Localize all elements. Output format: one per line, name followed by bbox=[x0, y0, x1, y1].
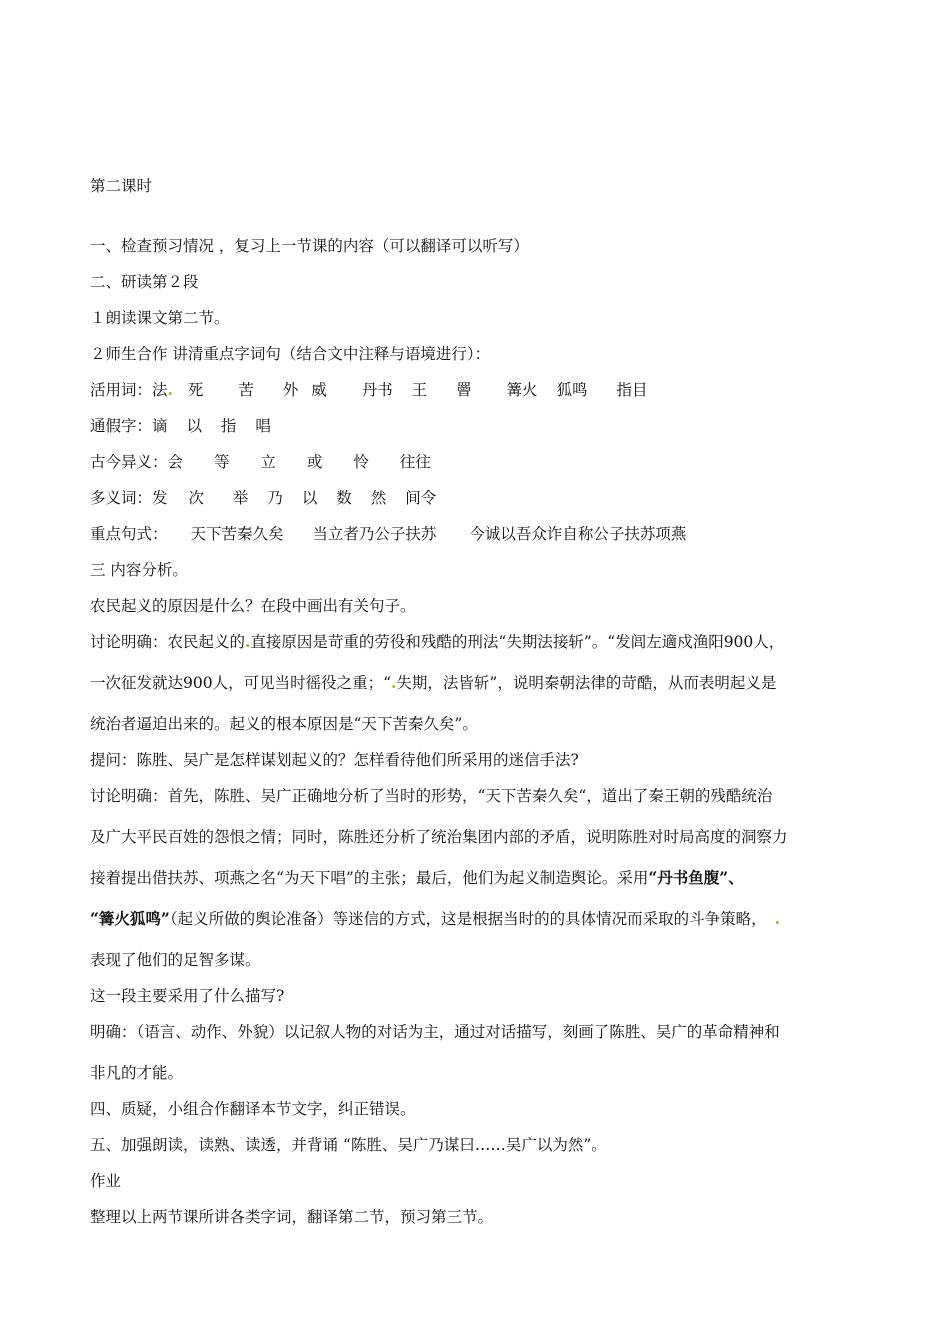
section-two: 二、研读第２段 bbox=[90, 273, 199, 291]
answer-three-line: 非凡的才能。 bbox=[90, 1064, 184, 1082]
answer-one-line bbox=[90, 673, 776, 693]
answer-one-text: 直接原因是苛重的劳役和残酷的刑法“失期法接斩”。“发闾左適戍渔阳900人， bbox=[250, 633, 785, 651]
duoyi-word: 举 bbox=[232, 489, 249, 507]
bold-phrase: “丹书鱼腹”、 bbox=[648, 868, 744, 887]
huoyong-word: 外 bbox=[282, 381, 299, 399]
huoyong-word: 指目 bbox=[616, 381, 648, 399]
bold-phrase: “篝火狐鸣” bbox=[90, 909, 170, 928]
question-three: 这一段主要采用了什么描写? bbox=[90, 987, 285, 1005]
duoyi-word: 次 bbox=[188, 489, 204, 507]
huoyong-word: 死 bbox=[187, 381, 204, 399]
huoyong-word: 罾 bbox=[456, 381, 472, 399]
huoyong-row bbox=[90, 380, 647, 400]
duoyi-word: 发 bbox=[152, 489, 168, 507]
answer-two-line: 讨论明确：首先，陈胜、吴广正确地分析了当时的形势，“天下苦秦久矣“，道出了秦王朝的残酷统治 bbox=[90, 787, 773, 805]
answer-one-text: 失期，法皆斩”，说明秦朝法律的苛酷，从而表明起义是 bbox=[396, 674, 777, 692]
highlight-dot: . bbox=[245, 632, 251, 651]
section-three: 三 内容分析。 bbox=[90, 561, 188, 579]
key-sentence: 天下苦秦久矣 bbox=[190, 525, 284, 543]
tongjia-word: 谪 bbox=[152, 417, 168, 435]
gujin-word: 或 bbox=[306, 453, 323, 471]
step-one: １朗读课文第二节。 bbox=[90, 309, 230, 327]
key-sentence: 今诚以吾众诈自称公子扶苏项燕 bbox=[469, 525, 687, 543]
duoyi-row bbox=[90, 488, 436, 508]
answer-two-line bbox=[90, 868, 744, 888]
huoyong-word: 苦 bbox=[238, 381, 254, 399]
answer-one-line: 统治者逼迫出来的。起义的根本原因是“天下苦秦久矣”。 bbox=[90, 715, 478, 733]
tongjia-label: 通假字： bbox=[90, 417, 153, 435]
tongjia-word: 指 bbox=[220, 417, 237, 435]
duoyi-word: 然 bbox=[370, 489, 387, 507]
answer-two-line: 及广大平民百姓的怨恨之情；同时，陈胜还分析了统治集团内部的矛盾，说明陈胜对时局高度的洞察力 bbox=[90, 828, 788, 846]
answer-one-text: 讨论明确：农民起义的 bbox=[90, 633, 246, 651]
lesson-title: 第二课时 bbox=[90, 177, 153, 195]
answer-one-line bbox=[90, 632, 784, 652]
gujin-word: 会 bbox=[167, 453, 184, 471]
question-two: 提问：陈胜、吴广是怎样谋划起义的？怎样看待他们所采用的迷信手法? bbox=[90, 751, 579, 769]
answer-two-line bbox=[90, 909, 780, 929]
huoyong-word: 篝火 bbox=[506, 381, 538, 399]
highlight-dot: . bbox=[774, 909, 781, 928]
step-two: ２师生合作 讲清重点字词句（结合文中注释与语境进行）： bbox=[90, 345, 491, 363]
tongjia-word: 以 bbox=[186, 417, 202, 435]
question-one: 农民起义的原因是什么？在段中画出有关句子。 bbox=[90, 597, 416, 615]
answer-two-line: 表现了他们的足智多谋。 bbox=[90, 951, 261, 969]
duoyi-word: 数 bbox=[336, 489, 352, 507]
huoyong-label: 活用词： bbox=[90, 381, 153, 399]
section-one: 一、检查预习情况 ，复习上一节课的内容（可以翻译可以听写） bbox=[90, 237, 529, 255]
highlight-dot: . bbox=[391, 673, 397, 692]
gujin-word: 立 bbox=[260, 453, 276, 471]
gujin-word: 往往 bbox=[399, 453, 431, 471]
section-five: 五、加强朗读，读熟、读透，并背诵 “陈胜、吴广乃谋曰……吴广以为然”。 bbox=[90, 1136, 607, 1154]
zhongdian-row bbox=[90, 524, 686, 544]
gujin-label: 古今异义： bbox=[90, 453, 168, 471]
homework-text: 整理以上两节课所讲各类字词，翻译第二节，预习第三节。 bbox=[90, 1208, 494, 1226]
gujin-word: 等 bbox=[213, 453, 230, 471]
answer-three-line: 明确：（语言、动作、外貌）以记叙人物的对话为主，通过对话描写，刻画了陈胜、吴广的革命精神和 bbox=[90, 1023, 780, 1041]
highlight-dot: . bbox=[167, 380, 173, 399]
gujin-word: 怜 bbox=[353, 453, 369, 471]
tongjia-word: 唱 bbox=[255, 417, 271, 435]
answer-two-text: 接着提出借扶苏、项燕之名“为天下唱”的主张；最后，他们为起义制造舆论。采用 bbox=[90, 869, 649, 887]
answer-one-text: 一次征发就达900人，可见当时徭役之重；“ bbox=[90, 674, 392, 692]
tongjia-row bbox=[90, 416, 271, 436]
duoyi-word: 以 bbox=[301, 489, 318, 507]
huoyong-word: 狐鸣 bbox=[556, 381, 588, 399]
duoyi-label: 多义词： bbox=[90, 489, 153, 507]
huoyong-word: 威 bbox=[311, 381, 327, 399]
section-four: 四、质疑，小组合作翻译本节文字，纠正错误。 bbox=[90, 1100, 416, 1118]
huoyong-word: 丹书 bbox=[361, 381, 393, 399]
huoyong-word: 王 bbox=[411, 381, 428, 399]
huoyong-word: 法 bbox=[152, 381, 168, 399]
answer-two-text: （起义所做的舆论准备）等迷信的方式，这是根据当时的的具体情况而采取的斗争策略， bbox=[169, 910, 767, 928]
duoyi-word: 乃 bbox=[267, 489, 283, 507]
homework-title: 作业 bbox=[90, 1172, 122, 1190]
key-sentence: 当立者乃公子扶苏 bbox=[312, 525, 437, 543]
duoyi-word: 间令 bbox=[405, 489, 437, 507]
zhongdian-label: 重点句式： bbox=[90, 525, 168, 543]
gujin-row bbox=[90, 452, 431, 472]
